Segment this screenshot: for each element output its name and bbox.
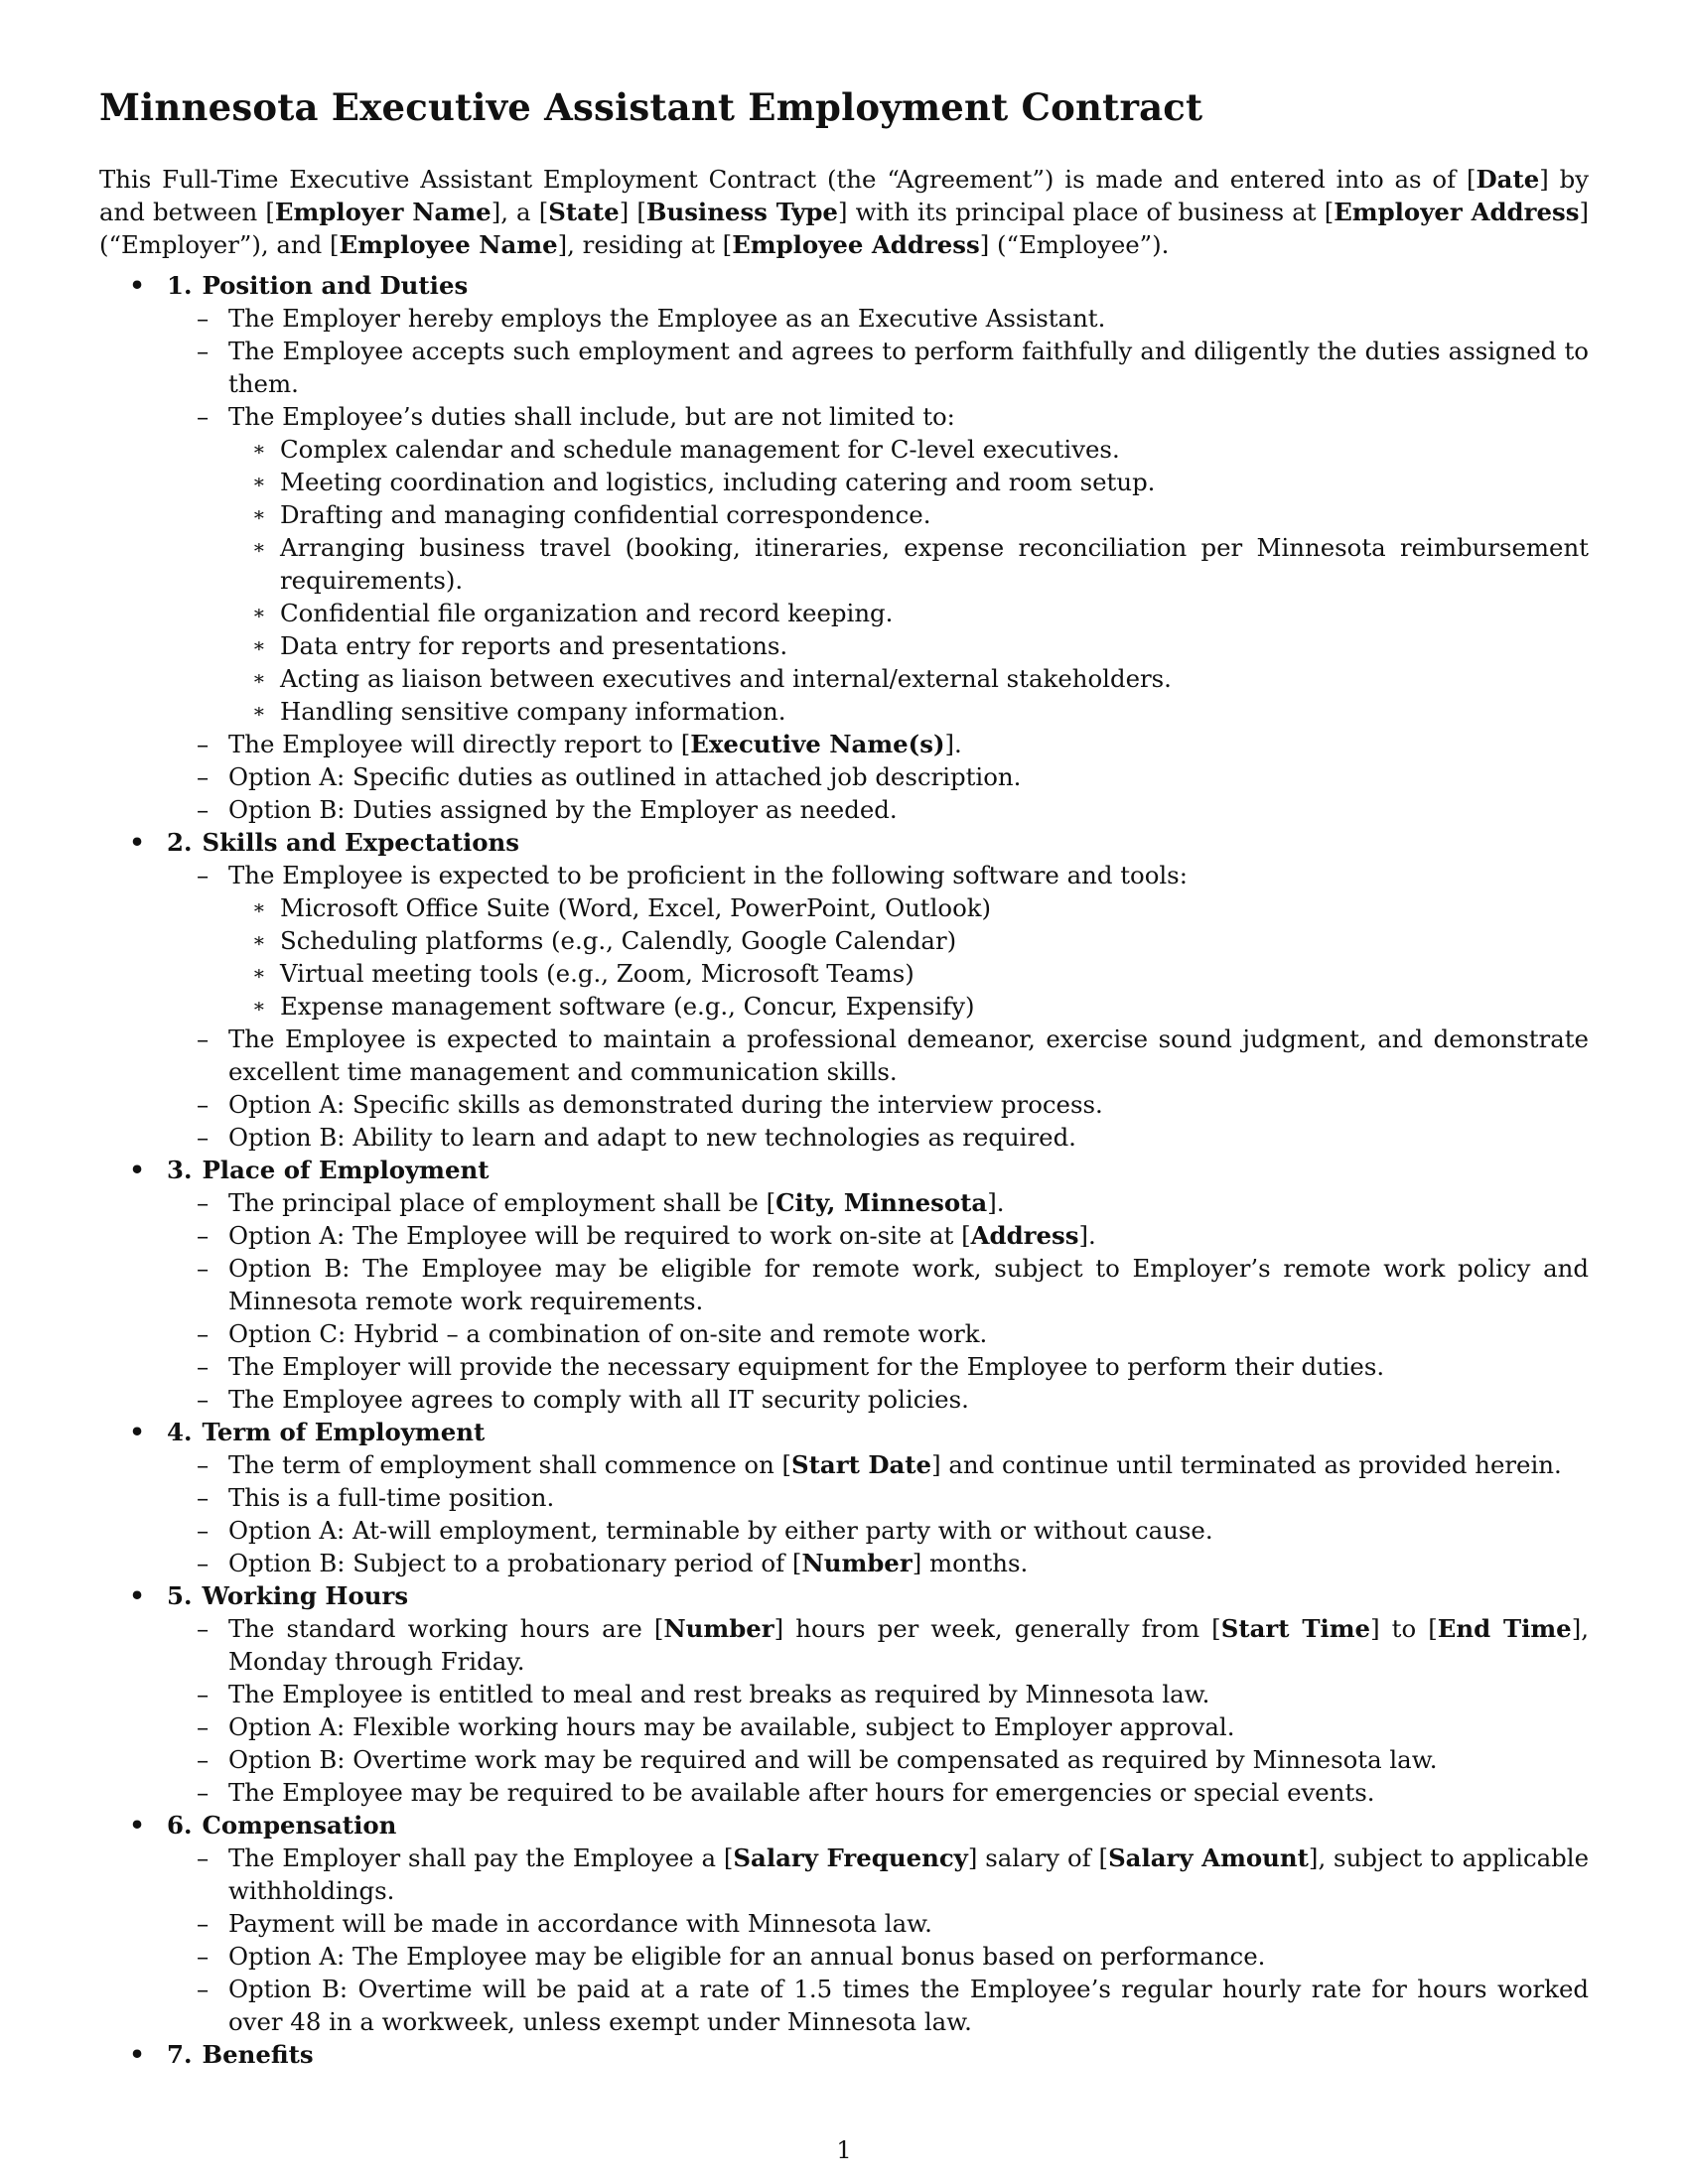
placeholder-field: Salary Amount — [1108, 1843, 1309, 1873]
section-4 — [99, 1416, 1589, 1579]
section-title: Position and Duties — [202, 271, 469, 301]
text-run: The principal place of employment shall be [ — [228, 1188, 776, 1218]
sub-clause-text: Microsoft Office Suite (Word, Excel, PowerPoint, Outlook) — [280, 893, 992, 923]
bullet-marker: • — [129, 2040, 145, 2070]
text-run: ] [ — [619, 198, 646, 227]
placeholder-field: Start Date — [791, 1450, 932, 1480]
text-run: This is a full-time position. — [228, 1483, 555, 1513]
placeholder-field: Employer Address — [1334, 198, 1580, 227]
text-run: This Full-Time Executive Assistant Employment Contract (the “Agreement”) is made and entered into as of [ — [99, 165, 1477, 195]
dash-marker: – — [197, 1975, 210, 2004]
sub-clause-text: Expense management software (e.g., Concur, Expensify) — [280, 992, 975, 1022]
sub-clause-item — [252, 662, 1589, 695]
text-run: Option B: Ability to learn and adapt to new technologies as required. — [228, 1123, 1076, 1153]
sub-clause-item — [252, 695, 1589, 728]
dash-marker: – — [197, 304, 210, 334]
clause-item — [197, 1317, 1589, 1350]
text-run: ] by and between [ — [99, 165, 1589, 227]
sub-clause-item — [252, 597, 1589, 629]
text-run: Option A: The Employee will be required to work on-site at [ — [228, 1221, 971, 1251]
sub-clause-item — [252, 531, 1589, 597]
dash-marker: – — [197, 1123, 210, 1153]
star-marker: ∗ — [252, 535, 266, 560]
dash-marker: – — [197, 1680, 210, 1709]
text-run: Option A: Specific duties as outlined in attached job description. — [228, 762, 1022, 792]
clause-item — [197, 1121, 1589, 1154]
star-marker: ∗ — [252, 470, 266, 494]
section-number: 5. — [167, 1581, 193, 1611]
text-run: The standard working hours are [ — [228, 1614, 664, 1644]
text-run: Payment will be made in accordance with Minnesota law. — [228, 1909, 932, 1939]
clause-list — [167, 1186, 1589, 1416]
bullet-marker: • — [129, 1581, 145, 1611]
clause-item — [197, 1907, 1589, 1940]
section-number: 2. — [167, 828, 193, 858]
sub-clause-text: Complex calendar and schedule management for C-level executives. — [280, 435, 1120, 465]
text-run: The Employee agrees to comply with all IT security policies. — [228, 1385, 969, 1415]
text-run: ], residing at [ — [557, 230, 733, 260]
text-run: The Employee is entitled to meal and rest breaks as required by Minnesota law. — [228, 1680, 1210, 1709]
clause-item — [197, 1940, 1589, 1973]
placeholder-field: Employee Name — [339, 230, 558, 260]
sub-clause-item — [252, 629, 1589, 662]
text-run: The Employer shall pay the Employee a [ — [228, 1843, 734, 1873]
section-heading — [129, 1154, 1589, 1186]
text-run: Option B: Subject to a probationary period of [ — [228, 1549, 802, 1578]
dash-marker: – — [197, 337, 210, 366]
placeholder-field: State — [548, 198, 620, 227]
section-heading — [129, 1579, 1589, 1612]
dash-marker: – — [197, 730, 210, 759]
text-run: Option B: Overtime work may be required and will be compensated as required by Minnesota law. — [228, 1745, 1438, 1775]
clause-item — [197, 1088, 1589, 1121]
text-run: The Employee is expected to maintain a professional demeanor, exercise sound judgment, and demonstrate excellent time management and communication skills. — [228, 1024, 1589, 1087]
clause-item — [197, 859, 1589, 1023]
section-title: Compensation — [202, 1811, 397, 1841]
text-run: The Employee may be required to be available after hours for emergencies or special events. — [228, 1778, 1375, 1808]
sub-clause-text: Confidential file organization and record keeping. — [280, 599, 894, 628]
placeholder-field: Employee Address — [732, 230, 980, 260]
dash-marker: – — [197, 1549, 210, 1578]
text-run: ]. — [1078, 1221, 1096, 1251]
section-number: 6. — [167, 1811, 193, 1841]
sub-clause-text: Meeting coordination and logistics, including catering and room setup. — [280, 468, 1156, 497]
section-1 — [99, 269, 1589, 826]
clause-item — [197, 793, 1589, 826]
text-run: Option A: The Employee may be eligible for an annual bonus based on performance. — [228, 1942, 1266, 1972]
text-run: ], subject to applicable withholdings. — [228, 1843, 1590, 1906]
star-marker: ∗ — [252, 994, 266, 1019]
text-run: The Employee accepts such employment and agrees to perform faithfully and diligently the duties assigned to them. — [228, 337, 1589, 399]
text-run: ] (“Employee”). — [979, 230, 1170, 260]
placeholder-field: End Time — [1437, 1614, 1572, 1644]
text-run: Option C: Hybrid – a combination of on-site and remote work. — [228, 1319, 988, 1349]
bullet-marker: • — [129, 828, 145, 858]
section-title: Working Hours — [202, 1581, 409, 1611]
dash-marker: – — [197, 1188, 210, 1218]
clause-item — [197, 302, 1589, 335]
section-title: Skills and Expectations — [202, 828, 519, 858]
star-marker: ∗ — [252, 502, 266, 527]
clause-item — [197, 1547, 1589, 1579]
text-run: ]. — [944, 730, 962, 759]
text-run: Option B: The Employee may be eligible for remote work, subject to Employer’s remote work policy and Minnesota remote work requirements. — [228, 1254, 1589, 1316]
star-marker: ∗ — [252, 633, 266, 658]
document-title: Minnesota Executive Assistant Employment Contract — [99, 85, 1203, 129]
sub-clause-text: Data entry for reports and presentations. — [280, 631, 788, 661]
clause-item — [197, 1448, 1589, 1481]
clause-item — [197, 1743, 1589, 1776]
bullet-marker: • — [129, 1811, 145, 1841]
dash-marker: – — [197, 1942, 210, 1972]
sub-clause-item — [252, 990, 1589, 1023]
text-run: Option A: At-will employment, terminable by either party with or without cause. — [228, 1516, 1213, 1546]
section-heading — [129, 1809, 1589, 1842]
section-heading — [129, 1416, 1589, 1448]
dash-marker: – — [197, 1745, 210, 1775]
placeholder-field: Business Type — [645, 198, 838, 227]
sections-list — [99, 269, 1589, 2071]
text-run: The Employee is expected to be proficient in the following software and tools: — [228, 861, 1188, 890]
placeholder-field: Address — [970, 1221, 1079, 1251]
section-number: 1. — [167, 271, 193, 301]
text-run: The Employee will directly report to [ — [228, 730, 691, 759]
sub-clause-item — [252, 957, 1589, 990]
star-marker: ∗ — [252, 437, 266, 462]
star-marker: ∗ — [252, 961, 266, 986]
star-marker: ∗ — [252, 895, 266, 920]
sub-clause-item — [252, 498, 1589, 531]
star-marker: ∗ — [252, 699, 266, 724]
dash-marker: – — [197, 1516, 210, 1546]
dash-marker: – — [197, 762, 210, 792]
section-number: 7. — [167, 2040, 193, 2070]
star-marker: ∗ — [252, 928, 266, 953]
text-run: Option B: Overtime will be paid at a rate of 1.5 times the Employee’s regular hourly rate for hours worked over 48 in a workweek, unless exempt under Minnesota law. — [228, 1975, 1589, 2037]
placeholder-field: Start Time — [1220, 1614, 1371, 1644]
sub-clause-text: Handling sensitive company information. — [280, 697, 786, 727]
section-heading — [129, 826, 1589, 859]
star-marker: ∗ — [252, 601, 266, 625]
clause-list — [167, 1448, 1589, 1579]
clause-item — [197, 1776, 1589, 1809]
clause-item — [197, 1481, 1589, 1514]
sub-clause-item — [252, 466, 1589, 498]
clause-item — [197, 335, 1589, 400]
section-number: 4. — [167, 1418, 193, 1447]
text-run: The Employer will provide the necessary equipment for the Employee to perform their duties. — [228, 1352, 1385, 1382]
text-run: The Employer hereby employs the Employee as an Executive Assistant. — [228, 304, 1106, 334]
dash-marker: – — [197, 1221, 210, 1251]
sub-clause-list — [228, 891, 1589, 1023]
clause-item — [197, 1023, 1589, 1088]
clause-item — [197, 1219, 1589, 1252]
placeholder-field: Executive Name(s) — [690, 730, 945, 759]
clause-item — [197, 1842, 1590, 1907]
dash-marker: – — [197, 795, 210, 825]
placeholder-field: Number — [801, 1549, 913, 1578]
section-6 — [99, 1809, 1589, 2038]
text-run: ] salary of [ — [967, 1843, 1109, 1873]
section-title: Term of Employment — [202, 1418, 486, 1447]
clause-item — [197, 1973, 1589, 2038]
clause-item — [197, 1678, 1589, 1710]
clause-item — [197, 1612, 1589, 1678]
text-run: ], Monday through Friday. — [228, 1614, 1589, 1677]
dash-marker: – — [197, 402, 210, 432]
sub-clause-text: Drafting and managing confidential correspondence. — [280, 500, 931, 530]
dash-marker: – — [197, 861, 210, 890]
sub-clause-text: Acting as liaison between executives and internal/external stakeholders. — [280, 664, 1172, 694]
sub-clause-item — [252, 433, 1589, 466]
placeholder-field: Date — [1476, 165, 1540, 195]
clause-item — [197, 728, 1589, 760]
section-3 — [99, 1154, 1589, 1416]
bullet-marker: • — [129, 1418, 145, 1447]
section-title: Place of Employment — [202, 1156, 490, 1185]
dash-marker: – — [197, 1090, 210, 1120]
sub-clause-list — [228, 433, 1589, 728]
sub-clause-text: Virtual meeting tools (e.g., Zoom, Microsoft Teams) — [280, 959, 914, 989]
clause-item — [197, 400, 1589, 728]
clause-item — [197, 1383, 1589, 1416]
dash-marker: – — [197, 1843, 210, 1873]
text-run: ] with its principal place of business at [ — [837, 198, 1335, 227]
clause-list — [167, 302, 1589, 826]
section-title: Benefits — [202, 2040, 314, 2070]
bullet-marker: • — [129, 271, 145, 301]
section-heading — [129, 2038, 1589, 2071]
page-number: 1 — [836, 2136, 852, 2164]
dash-marker: – — [197, 1909, 210, 1939]
dash-marker: – — [197, 1352, 210, 1382]
clause-item — [197, 1514, 1589, 1547]
section-7 — [99, 2038, 1589, 2071]
text-run: Option A: Specific skills as demonstrated during the interview process. — [228, 1090, 1103, 1120]
star-marker: ∗ — [252, 666, 266, 691]
clause-list — [167, 859, 1589, 1154]
text-run: Option B: Duties assigned by the Employer as needed. — [228, 795, 898, 825]
clause-item — [197, 760, 1589, 793]
section-number: 3. — [167, 1156, 193, 1185]
clause-item — [197, 1350, 1589, 1383]
dash-marker: – — [197, 1024, 210, 1054]
clause-list — [167, 1612, 1589, 1809]
document-page — [99, 85, 1589, 2071]
clause-item — [197, 1710, 1589, 1743]
text-run: The Employee’s duties shall include, but are not limited to: — [228, 402, 955, 432]
placeholder-field: City, Minnesota — [775, 1188, 988, 1218]
dash-marker: – — [197, 1712, 210, 1742]
text-run: ] hours per week, generally from [ — [774, 1614, 1221, 1644]
placeholder-field: Employer Name — [274, 198, 492, 227]
clause-item — [197, 1252, 1589, 1317]
dash-marker: – — [197, 1614, 210, 1644]
clause-list — [167, 1842, 1589, 2038]
section-2 — [99, 826, 1589, 1154]
text-run: Option A: Flexible working hours may be available, subject to Employer approval. — [228, 1712, 1235, 1742]
sub-clause-text: Scheduling platforms (e.g., Calendly, Google Calendar) — [280, 926, 957, 956]
dash-marker: – — [197, 1483, 210, 1513]
text-run: ] months. — [912, 1549, 1029, 1578]
dash-marker: – — [197, 1385, 210, 1415]
dash-marker: – — [197, 1319, 210, 1349]
section-heading — [129, 269, 1589, 302]
sub-clause-text: Arranging business travel (booking, itineraries, expense reconciliation per Minnesota reimbursement requirements). — [280, 533, 1589, 596]
dash-marker: – — [197, 1778, 210, 1808]
dash-marker: – — [197, 1254, 210, 1284]
clause-item — [197, 1186, 1589, 1219]
sub-clause-item — [252, 891, 1589, 924]
bullet-marker: • — [129, 1156, 145, 1185]
text-run: ] (“Employer”), and [ — [99, 198, 1589, 260]
dash-marker: – — [197, 1450, 210, 1480]
placeholder-field: Number — [663, 1614, 774, 1644]
text-run: ] to [ — [1370, 1614, 1438, 1644]
text-run: ], a [ — [491, 198, 549, 227]
text-run: ] and continue until terminated as provided herein. — [931, 1450, 1562, 1480]
sub-clause-item — [252, 924, 1589, 957]
placeholder-field: Salary Frequency — [733, 1843, 968, 1873]
intro-paragraph — [99, 163, 1589, 261]
section-5 — [99, 1579, 1589, 1809]
text-run: The term of employment shall commence on [ — [228, 1450, 792, 1480]
text-run: ]. — [987, 1188, 1005, 1218]
